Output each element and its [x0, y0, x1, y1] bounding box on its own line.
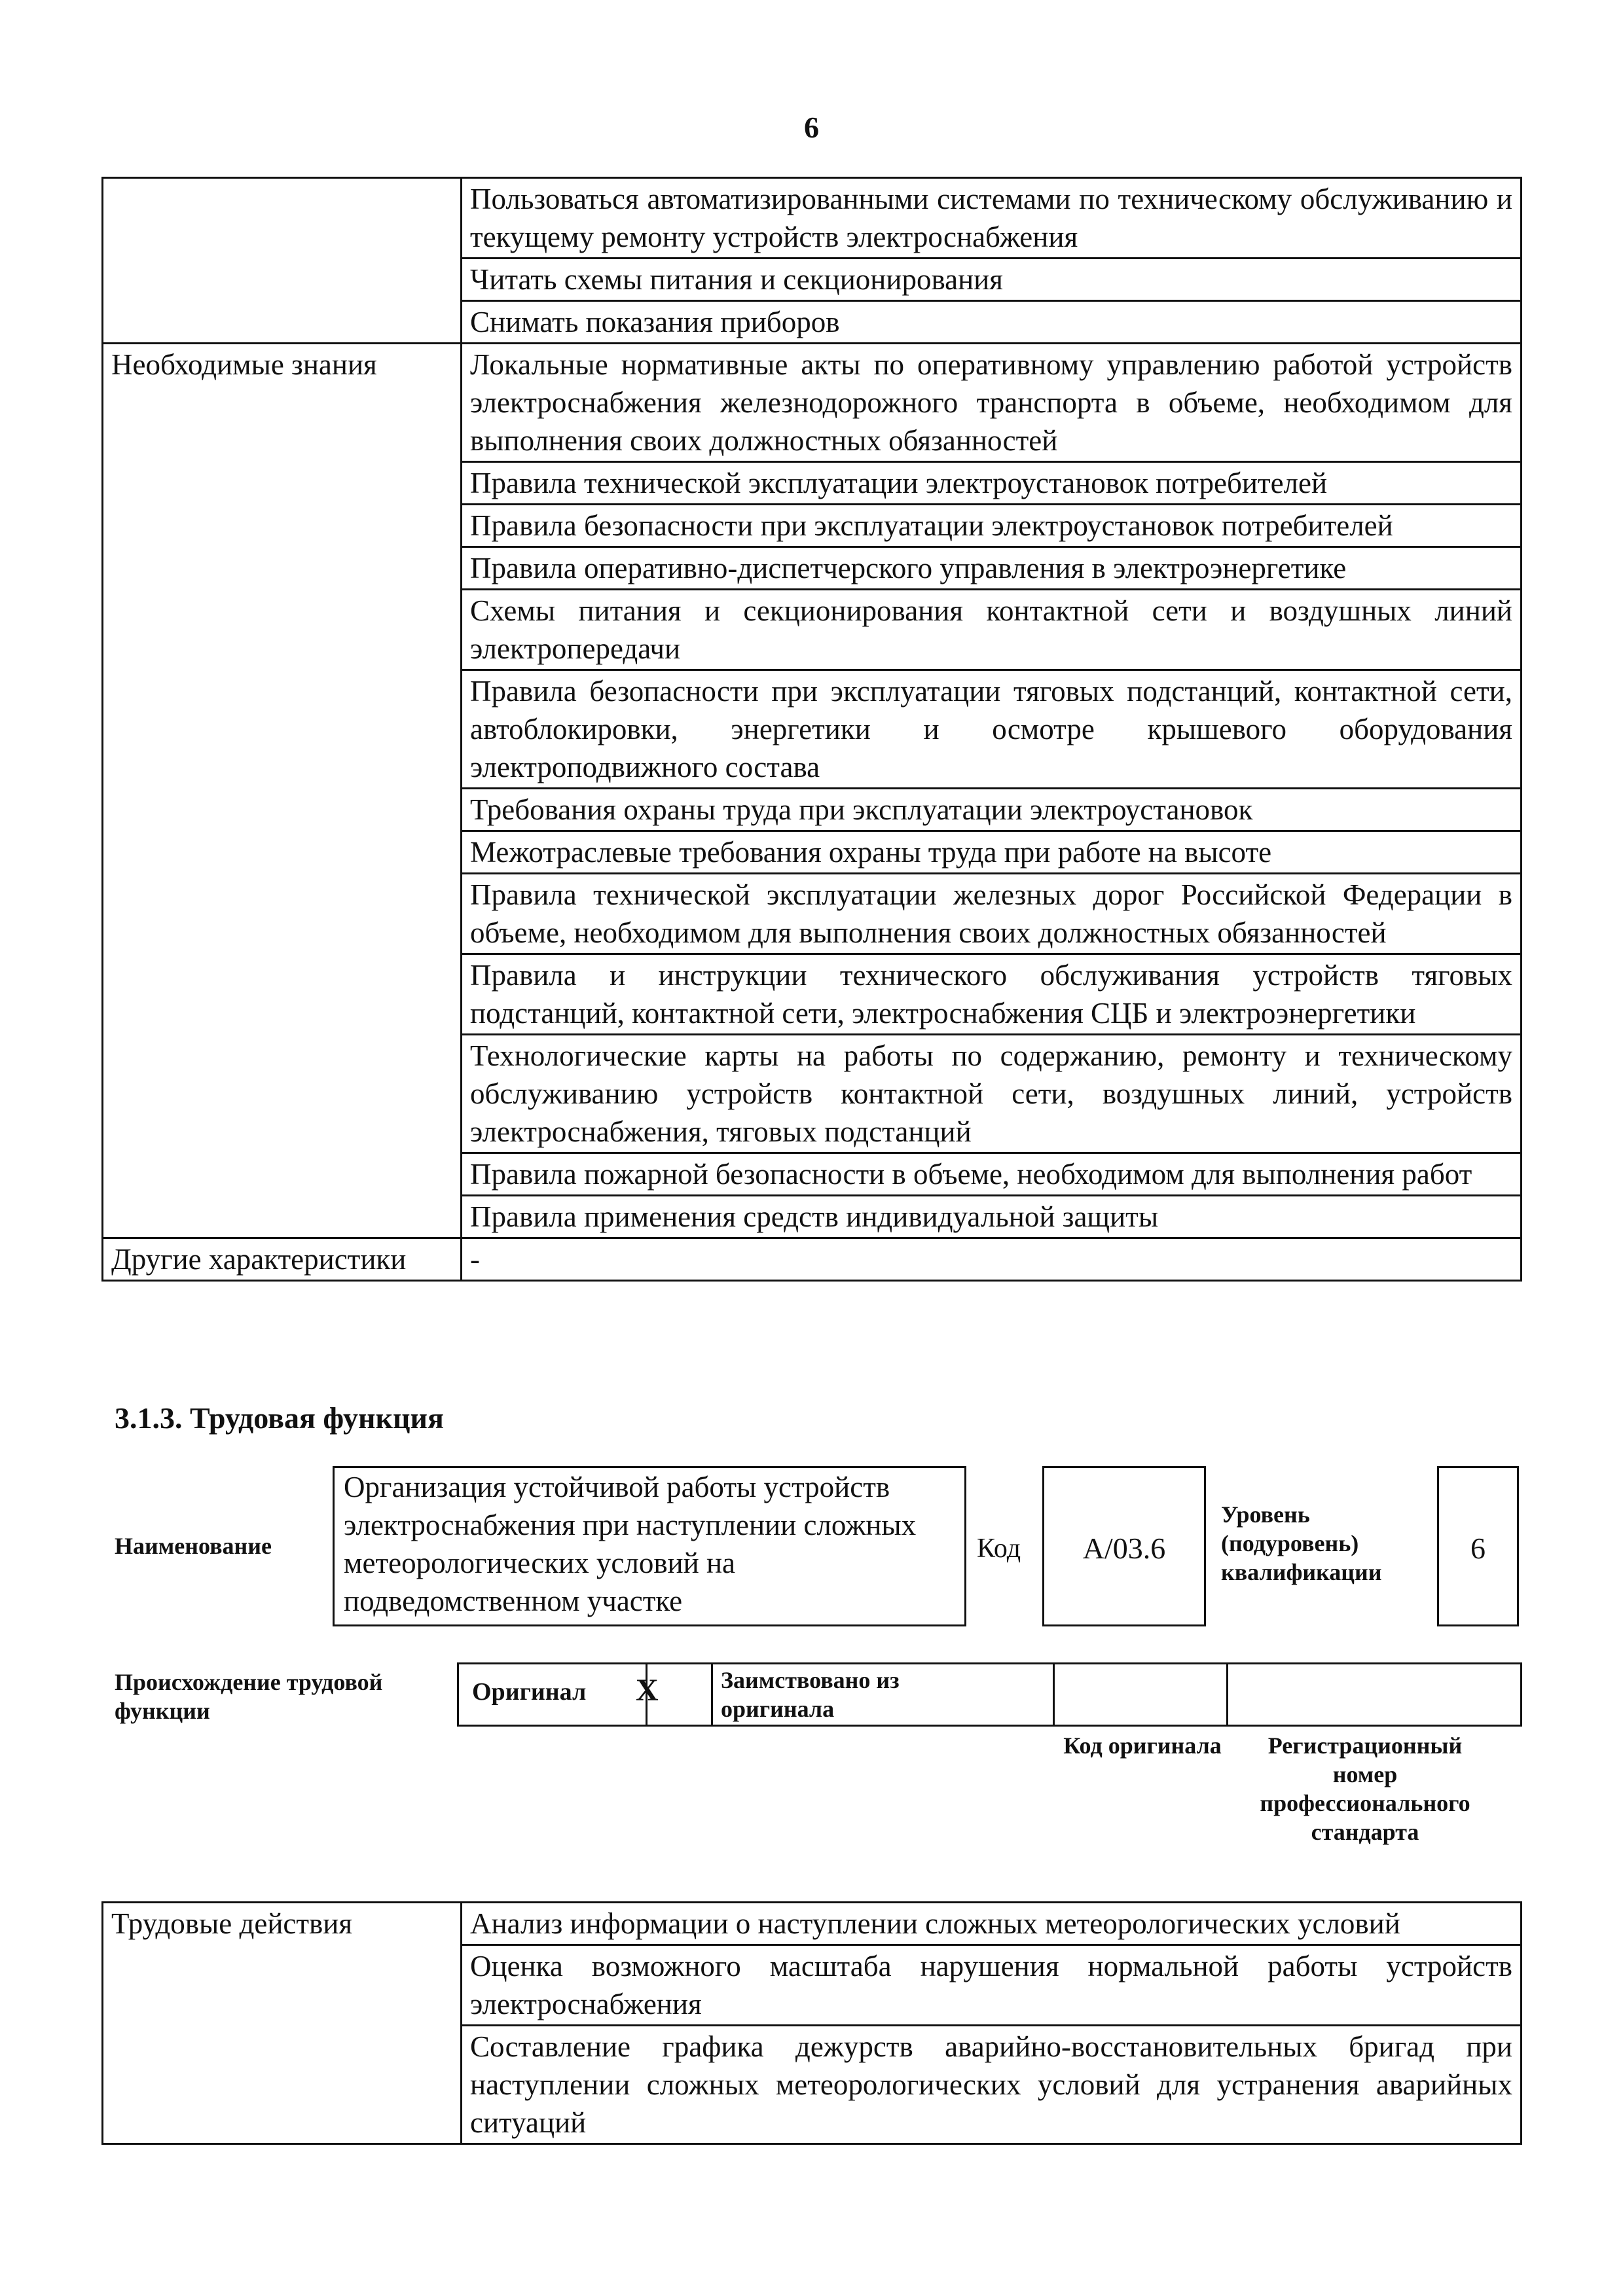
- original-label: Оригинал: [472, 1678, 587, 1706]
- knowledge-item: Межотраслевые требования охраны труда при работе на высоте: [462, 831, 1522, 874]
- knowledge-label: Необходимые знания: [103, 344, 462, 1238]
- action-item: Оценка возможного масштаба нарушения нормальной работы устройств электроснабжения: [462, 1945, 1522, 2026]
- knowledge-item: Правила пожарной безопасности в объеме, необходимом для выполнения работ: [462, 1153, 1522, 1196]
- table-row: [103, 1238, 1522, 1281]
- code-original-caption: Код оригинала: [1063, 1732, 1222, 1759]
- page-number: 6: [804, 111, 819, 144]
- other-label: Другие характеристики: [103, 1238, 462, 1281]
- other-value: -: [462, 1238, 1522, 1281]
- actions-label: Трудовые действия: [103, 1903, 462, 2144]
- code-label: Код: [977, 1534, 1021, 1564]
- name-label: Наименование: [115, 1533, 272, 1559]
- action-item: Составление графика дежурств аварийно-восстановительных бригад при наступлении сложных метеорологических условий для устранения аварийных ситуаций: [462, 2026, 1522, 2144]
- level-value: 6: [1437, 1466, 1519, 1626]
- borrowed-label: Заимствовано из оригинала: [721, 1667, 900, 1722]
- table-row: [103, 1903, 1522, 1945]
- knowledge-item: Локальные нормативные акты по оперативному управлению работой устройств электроснабжения железнодорожного транспорта в объеме, необходимом для выполнения своих должностных обязанностей: [462, 344, 1522, 462]
- action-item: Анализ информации о наступлении сложных метеорологических условий: [462, 1903, 1522, 1945]
- function-name-box: [333, 1466, 966, 1626]
- function-name: Организация устойчивой работы устройств электроснабжения при наступлении сложных метеорологических условий на подведомственном участке: [344, 1471, 917, 1617]
- knowledge-item: Технологические карты на работы по содержанию, ремонту и техническому обслуживанию устройств контактной сети, воздушных линий, устройств электроснабжения, тяговых подстанций: [462, 1035, 1522, 1153]
- skill-item: Снимать показания приборов: [462, 301, 1522, 344]
- origin-label: Происхождение трудовой функции: [115, 1669, 383, 1724]
- knowledge-item: Требования охраны труда при эксплуатации электроустановок: [462, 789, 1522, 831]
- knowledge-item: Правила технической эксплуатации железных дорог Российской Федерации в объеме, необходимом для выполнения своих должностных обязанностей: [462, 874, 1522, 954]
- table-row: [103, 344, 1522, 462]
- knowledge-item: Правила безопасности при эксплуатации тяговых подстанций, контактной сети, автоблокировки, энергетики и осмотре крышевого оборудования электроподвижного состава: [462, 670, 1522, 789]
- actions-table: [101, 1901, 1522, 2145]
- level-label: Уровень (подуровень) квалификации: [1221, 1501, 1382, 1585]
- knowledge-item: Правила применения средств индивидуальной защиты: [462, 1196, 1522, 1238]
- section-heading: 3.1.3. Трудовая функция: [115, 1401, 444, 1435]
- reg-number-caption: Регистрационный номер профессионального стандарта: [1260, 1732, 1470, 1845]
- knowledge-item: Правила безопасности при эксплуатации электроустановок потребителей: [462, 505, 1522, 547]
- knowledge-item: Правила оперативно-диспетчерского управления в электроэнергетике: [462, 547, 1522, 590]
- original-mark: X: [636, 1673, 659, 1708]
- knowledge-item: Схемы питания и секционирования контактной сети и воздушных линий электропередачи: [462, 590, 1522, 670]
- table-row: [103, 178, 1522, 259]
- knowledge-item: Правила технической эксплуатации электроустановок потребителей: [462, 462, 1522, 505]
- origin-row: [457, 1662, 1522, 1727]
- code-value: А/03.6: [1042, 1466, 1206, 1626]
- knowledge-table: [101, 177, 1522, 1282]
- empty-label-cell: [103, 178, 462, 344]
- skill-item: Читать схемы питания и секционирования: [462, 259, 1522, 301]
- knowledge-item: Правила и инструкции технического обслуживания устройств тяговых подстанций, контактной сети, электроснабжения СЦБ и электроэнергетики: [462, 954, 1522, 1035]
- skill-item: Пользоваться автоматизированными системами по техническому обслуживанию и текущему ремонту устройств электроснабжения: [462, 178, 1522, 259]
